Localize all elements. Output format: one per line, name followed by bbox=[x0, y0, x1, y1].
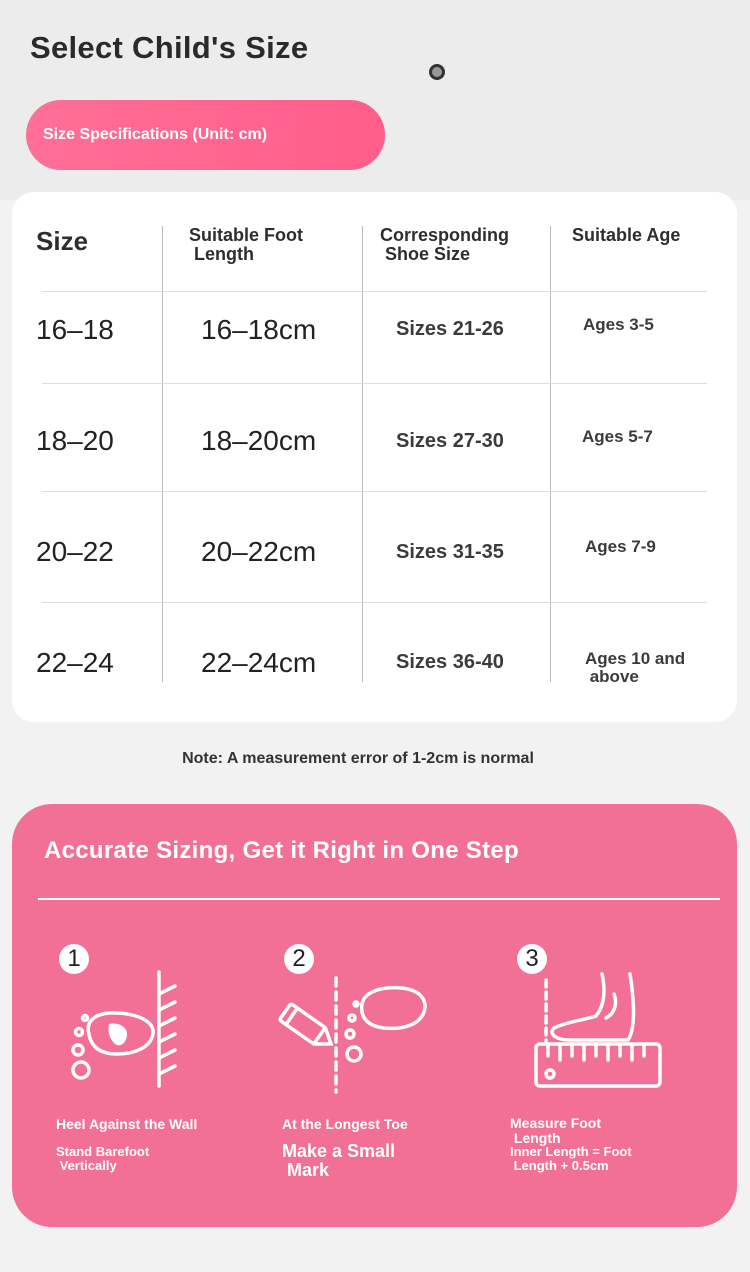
column-divider bbox=[162, 226, 163, 682]
table-cell-size: 16–18 bbox=[36, 314, 114, 345]
row-divider bbox=[42, 602, 707, 603]
guide-title: Accurate Sizing, Get it Right in One Step bbox=[44, 837, 520, 864]
table-cell-size: 20–22 bbox=[36, 536, 114, 567]
table-cell-age: Ages 5-7 bbox=[582, 427, 653, 446]
table-cell-age: Ages 7-9 bbox=[585, 537, 656, 556]
step-number-1: 1 bbox=[59, 944, 89, 974]
ruler-foot-icon bbox=[522, 964, 672, 1094]
row-divider bbox=[42, 383, 707, 384]
step-1-caption: Heel Against the Wall bbox=[56, 1116, 198, 1132]
table-cell-foot: 22–24cm bbox=[201, 647, 317, 678]
table-cell-size: 18–20 bbox=[36, 425, 114, 456]
header-shoe-size: Corresponding Shoe Size bbox=[380, 225, 509, 264]
column-divider bbox=[550, 226, 551, 682]
step-2-detail: Make a Small Mark bbox=[282, 1141, 396, 1180]
sizing-guide bbox=[12, 804, 737, 1227]
table-cell-age: Ages 3-5 bbox=[583, 315, 654, 334]
page-title: Select Child's Size bbox=[30, 30, 309, 65]
header-foot-length: Suitable Foot Length bbox=[189, 225, 303, 264]
step-1-detail: Stand Barefoot Vertically bbox=[56, 1144, 150, 1173]
table-cell-size: 22–24 bbox=[36, 647, 114, 678]
table-cell-foot: 20–22cm bbox=[201, 536, 317, 567]
table-cell-foot: 18–20cm bbox=[201, 425, 317, 456]
column-divider bbox=[362, 226, 363, 682]
step-number-2: 2 bbox=[284, 944, 314, 974]
table-cell-foot: 16–18cm bbox=[201, 314, 317, 345]
table-cell-age: Ages 10 and above bbox=[585, 649, 686, 686]
step-3-detail: Inner Length = Foot Length + 0.5cm bbox=[510, 1144, 632, 1173]
size-spec-pill: Size Specifications (Unit: cm) bbox=[26, 100, 385, 170]
foot-against-wall-icon bbox=[67, 964, 192, 1094]
table-cell-shoe: Sizes 27-30 bbox=[396, 430, 504, 452]
guide-divider bbox=[38, 898, 720, 900]
step-number-3: 3 bbox=[517, 944, 547, 974]
row-divider bbox=[42, 291, 707, 292]
table-cell-shoe: Sizes 36-40 bbox=[396, 651, 504, 673]
step-3-caption: Measure Foot Length bbox=[510, 1115, 602, 1146]
camera-ring-icon bbox=[429, 64, 445, 80]
measurement-note: Note: A measurement error of 1-2cm is normal bbox=[182, 750, 534, 767]
row-divider bbox=[42, 491, 707, 492]
header-age: Suitable Age bbox=[572, 225, 681, 245]
pencil-mark-toe-icon bbox=[272, 964, 437, 1094]
size-table bbox=[12, 192, 737, 722]
table-cell-shoe: Sizes 31-35 bbox=[396, 541, 504, 563]
header-size: Size bbox=[36, 226, 89, 256]
step-2-caption: At the Longest Toe bbox=[282, 1116, 408, 1132]
table-cell-shoe: Sizes 21-26 bbox=[396, 318, 504, 340]
